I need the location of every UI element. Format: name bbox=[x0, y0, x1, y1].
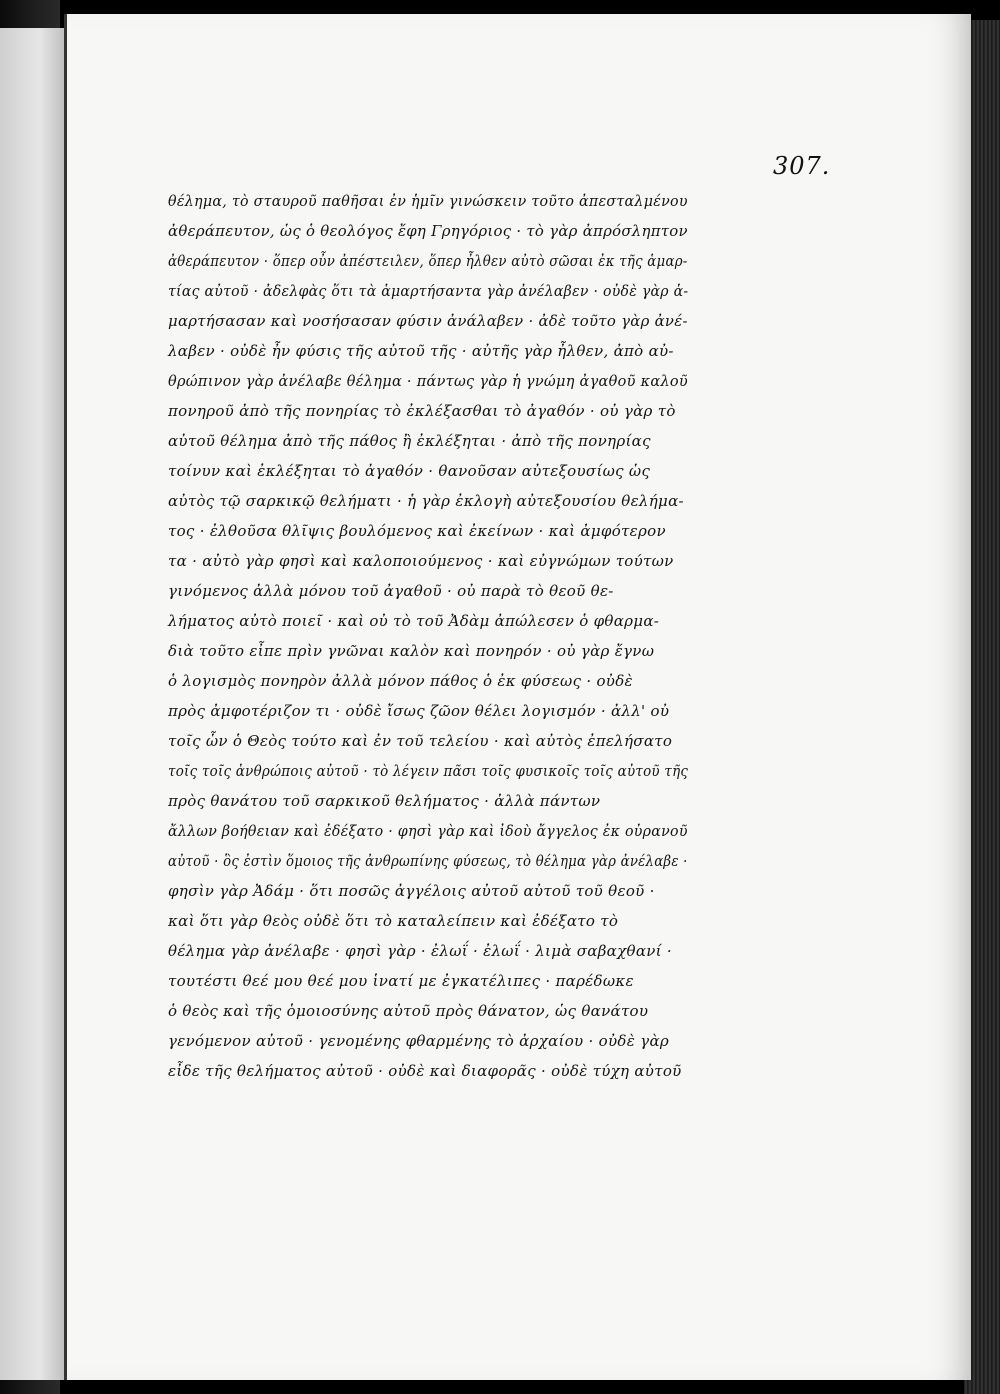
manuscript-line: ὁ θεὸς καὶ τῆς ὁμοιοσύνης αὐτοῦ πρὸς θάνατον, ὡς θανάτου bbox=[168, 1002, 649, 1020]
manuscript-line: γενόμενον αὐτοῦ · γενομένης φθαρμένης τὸ ἀρχαίου · οὐδὲ γὰρ bbox=[168, 1032, 669, 1050]
manuscript-line: εἶδε τῆς θελήματος αὐτοῦ · οὐδὲ καὶ διαφορᾶς · οὐδὲ τύχη αὐτοῦ bbox=[168, 1062, 682, 1080]
manuscript-line: μαρτήσασαν καὶ νοσήσασαν φύσιν ἀνάλαβεν · ἀδὲ τοῦτο γὰρ ἀνέ- bbox=[168, 312, 688, 330]
manuscript-line: θρώπινον γὰρ ἀνέλαβε θέλημα · πάντως γὰρ ἡ γνώμη ἀγαθοῦ καλοῦ bbox=[168, 372, 689, 390]
manuscript-line: πονηροῦ ἀπὸ τῆς πονηρίας τὸ ἐκλέξασθαι τὸ ἀγαθόν · οὐ γὰρ τὸ bbox=[168, 402, 676, 420]
manuscript-line: ἄλλων βοήθειαν καὶ ἐδέξατο · φησὶ γὰρ καὶ ἰδοὺ ἄγγελος ἐκ οὐρανοῦ bbox=[168, 822, 688, 840]
manuscript-line: πρὸς θανάτου τοῦ σαρκικοῦ θελήματος · ἀλλὰ πάντων bbox=[168, 792, 601, 810]
manuscript-line: τίας αὐτοῦ · ἀδελφὰς ὅτι τὰ ἁμαρτήσαντα γὰρ ἀνέλαβεν · οὐδὲ γὰρ ἁ- bbox=[168, 282, 689, 300]
manuscript-line: λήματος αὐτὸ ποιεῖ · καὶ οὐ τὸ τοῦ Ἀδὰμ ἀπώλεσεν ὁ φθαρμα- bbox=[168, 612, 660, 630]
manuscript-line: θέλημα γὰρ ἀνέλαβε · φησὶ γὰρ · ἐλωΐ · ἐλωΐ · λιμὰ σαβαχθανί · bbox=[168, 942, 672, 960]
manuscript-line: φησὶν γὰρ Ἀδάμ · ὅτι ποσῶς ἀγγέλοις αὐτοῦ αὐτοῦ τοῦ θεοῦ · bbox=[168, 882, 655, 900]
manuscript-line: τοίνυν καὶ ἐκλέξηται τὸ ἀγαθόν · θανοῦσαν αὐτεξουσίως ὡς bbox=[168, 462, 651, 480]
manuscript-line: διὰ τοῦτο εἶπε πρὶν γνῶναι καλὸν καὶ πονηρόν · οὐ γὰρ ἔγνω bbox=[168, 642, 655, 660]
manuscript-line: τουτέστι θεέ μου θεέ μου ἱνατί με ἐγκατέλιπες · παρέδωκε bbox=[168, 972, 634, 990]
manuscript-line: αὐτοῦ · ὃς ἐστὶν ὅμοιος τῆς ἀνθρωπίνης φύσεως, τὸ θέλημα γὰρ ἀνέλαβε · bbox=[168, 852, 688, 870]
manuscript-line: καὶ ὅτι γὰρ θεὸς οὐδὲ ὅτι τὸ καταλείπειν καὶ ἐδέξατο τὸ bbox=[168, 912, 619, 930]
manuscript-line: τοῖς τοῖς ἀνθρώποις αὐτοῦ · τὸ λέγειν πᾶσι τοῖς φυσικοῖς τοῖς αὐτοῦ τῆς bbox=[168, 762, 689, 780]
manuscript-line: αὐτὸς τῷ σαρκικῷ θελήματι · ἡ γὰρ ἐκλογὴ αὐτεξουσίου θελήμα- bbox=[168, 492, 684, 510]
manuscript-line: πρὸς ἀμφοτέριζον τι · οὐδὲ ἴσως ζῶον θέλει λογισμόν · ἀλλ' οὐ bbox=[168, 702, 670, 720]
folio-number: 307. bbox=[773, 152, 831, 180]
manuscript-line: γινόμενος ἀλλὰ μόνου τοῦ ἀγαθοῦ · οὐ παρὰ τὸ θεοῦ θε- bbox=[168, 582, 614, 600]
manuscript-line: ἀθεράπευτον, ὡς ὁ θεολόγος ἔφη Γρηγόριος · τὸ γὰρ ἀπρόσληπτον bbox=[168, 222, 688, 240]
manuscript-line: αὐτοῦ θέλημα ἀπὸ τῆς πάθος ἢ ἐκλέξηται · ἀπὸ τῆς πονηρίας bbox=[168, 432, 651, 450]
manuscript-text-block bbox=[168, 186, 688, 1086]
manuscript-line: ἀθεράπευτον · ὅπερ οὖν ἀπέστειλεν, ὅπερ ἦλθεν αὐτὸ σῶσαι ἐκ τῆς ἁμαρ- bbox=[168, 252, 688, 270]
manuscript-line: ὁ λογισμὸς πονηρὸν ἀλλὰ μόνον πάθος ὁ ἐκ φύσεως · οὐδὲ bbox=[168, 672, 633, 690]
manuscript-line: τα · αὐτὸ γὰρ φησὶ καὶ καλοποιούμενος · καὶ εὐγνώμων τούτων bbox=[168, 552, 674, 570]
manuscript-line: λαβεν · οὐδὲ ἦν φύσις τῆς αὐτοῦ τῆς · αὐτῆς γὰρ ἦλθεν, ἀπὸ αὐ- bbox=[168, 342, 674, 360]
manuscript-line: θέλημα, τὸ σταυροῦ παθῆσαι ἐν ἡμῖν γινώσκειν τοῦτο ἀπεσταλμένου bbox=[168, 192, 688, 210]
facing-page-edge bbox=[0, 28, 68, 1380]
manuscript-line: τος · ἐλθοῦσα θλῖψις βουλόμενος καὶ ἐκείνων · καὶ ἀμφότερον bbox=[168, 522, 666, 540]
manuscript-line: τοῖς ὧν ὁ Θεὸς τούτο καὶ ἐν τοῦ τελείου · καὶ αὐτὸς ἐπελήσατο bbox=[168, 732, 673, 750]
